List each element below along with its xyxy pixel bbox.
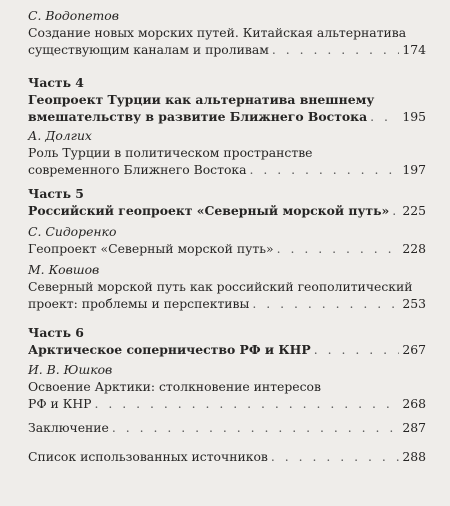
- toc-leader-dots: [250, 161, 400, 178]
- toc-entry-yushkov[interactable]: [28, 361, 426, 412]
- toc-entry-part-6[interactable]: [28, 324, 426, 358]
- toc-title-line: Роль Турции в политическом пространстве: [28, 145, 313, 160]
- toc-leader-dots: [277, 240, 400, 257]
- toc-leader-dots: [112, 419, 399, 436]
- toc-page-number: 225: [402, 203, 426, 218]
- toc-title-last-line: [28, 108, 426, 125]
- toc-page-number: 197: [402, 162, 426, 177]
- toc-title-text: РФ и КНР: [28, 396, 92, 411]
- toc-leader-dots: [271, 448, 399, 465]
- toc-title-text: проект: проблемы и перспективы: [28, 296, 250, 311]
- toc-entry-conclusion[interactable]: [28, 419, 426, 436]
- toc-entry-references[interactable]: [28, 448, 426, 465]
- toc-leader-dots: [392, 202, 399, 219]
- toc-title-text: Российский геопроект «Северный морской путь»: [28, 203, 390, 218]
- toc-author: А. Долгих: [28, 128, 92, 143]
- toc-title-line: Создание новых морских путей. Китайская альтернатива: [28, 25, 407, 40]
- toc-page-number: 253: [402, 296, 426, 311]
- toc-title-text: существующим каналам и проливам: [28, 42, 269, 57]
- toc-title-last-line: [28, 419, 426, 436]
- toc-title-last-line: [28, 161, 426, 178]
- toc-title-last-line: [28, 341, 426, 358]
- toc-leader-dots: [272, 41, 399, 58]
- toc-part-label: Часть 4: [28, 75, 84, 90]
- toc-title-line: Освоение Арктики: столкновение интересов: [28, 379, 321, 394]
- toc-title-last-line: [28, 41, 426, 58]
- toc-title-last-line: [28, 448, 426, 465]
- toc-leader-dots: [314, 341, 400, 358]
- toc-title-text: современного Ближнего Востока: [28, 162, 247, 177]
- toc-page-number: 228: [402, 241, 426, 256]
- toc-leader-dots: [370, 108, 399, 125]
- toc-title-line: Геопроект Турции как альтернатива внешнему: [28, 92, 375, 107]
- toc-part-label: Часть 6: [28, 325, 84, 340]
- toc-title-last-line: [28, 295, 426, 312]
- toc-leader-dots: [252, 295, 399, 312]
- toc-title-last-line: [28, 395, 426, 412]
- toc-page-number: 195: [402, 109, 426, 124]
- toc-page-number: 287: [402, 420, 426, 435]
- toc-title-last-line: [28, 240, 426, 257]
- toc-entry-dolgikh[interactable]: [28, 127, 426, 178]
- toc-author: И. В. Юшков: [28, 362, 113, 377]
- toc-entry-kovshov[interactable]: [28, 261, 426, 312]
- toc-title-text: Геопроект «Северный морской путь»: [28, 241, 274, 256]
- toc-author: С. Сидоренко: [28, 224, 117, 239]
- toc-entry-part-4[interactable]: [28, 74, 426, 125]
- toc-page-number: 268: [402, 396, 426, 411]
- toc-title-last-line: [28, 202, 426, 219]
- toc-author: С. Водопетов: [28, 8, 119, 23]
- toc-page-number: 174: [402, 42, 426, 57]
- toc-title-text: Арктическое соперничество РФ и КНР: [28, 342, 311, 357]
- toc-page-number: 267: [402, 342, 426, 357]
- toc-entry-part-5[interactable]: [28, 185, 426, 219]
- toc-part-label: Часть 5: [28, 186, 84, 201]
- toc-title-text: вмешательству в развитие Ближнего Востока: [28, 109, 368, 124]
- toc-title-text: Заключение: [28, 420, 109, 435]
- toc-title-text: Список использованных источников: [28, 449, 268, 464]
- toc-entry-sidorenko[interactable]: [28, 223, 426, 257]
- toc-leader-dots: [95, 395, 400, 412]
- toc-author: М. Ковшов: [28, 262, 100, 277]
- toc-entry-vodopetov[interactable]: [28, 7, 426, 58]
- toc-title-line: Северный морской путь как российский геополитический: [28, 279, 413, 294]
- toc-page-number: 288: [402, 449, 426, 464]
